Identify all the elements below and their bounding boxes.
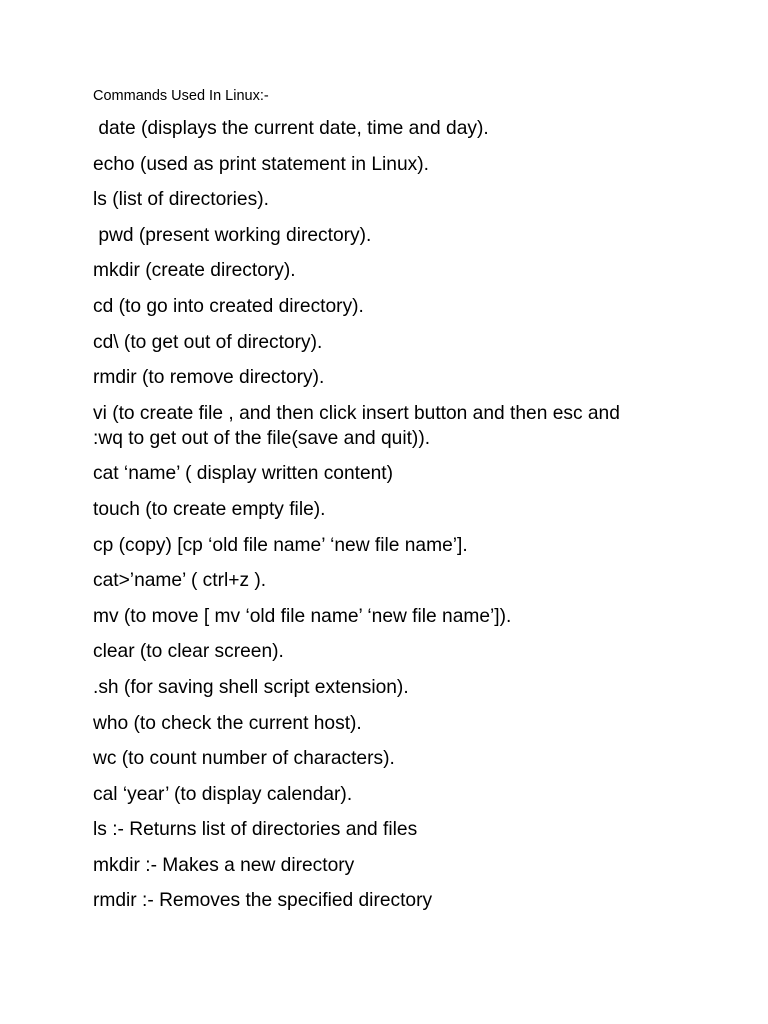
command-line-ls: ls (list of directories).	[93, 189, 269, 211]
command-line-mv: mv (to move [ mv ‘old file name’ ‘new file name’]).	[93, 605, 512, 627]
command-line-cat-write: cat>’name’ ( ctrl+z ).	[93, 570, 267, 592]
command-line-date: date (displays the current date, time and day).	[93, 118, 489, 139]
command-list	[93, 116, 713, 924]
command-line-cd: cd (to go into created directory).	[93, 295, 364, 317]
command-line-mkdir: mkdir (create directory).	[93, 260, 296, 282]
command-line-touch: touch (to create empty file).	[93, 498, 326, 520]
command-line-echo: echo (used as print statement in Linux).	[93, 153, 429, 175]
command-line-ls-summary: ls :- Returns list of directories and files	[93, 819, 418, 841]
command-line-mkdir-summary: mkdir :- Makes a new directory	[93, 854, 355, 876]
command-line-pwd: pwd (present working directory).	[93, 224, 372, 246]
command-line-cp: cp (copy) [cp ‘old file name’ ‘new file name’].	[93, 534, 468, 556]
command-line-cal: cal ‘year’ (to display calendar).	[93, 783, 353, 805]
command-line-rmdir: rmdir (to remove directory).	[93, 367, 325, 389]
command-line-vi: vi (to create file , and then click insert button and then esc and :wq to get out of the file(save and quit)).	[93, 402, 620, 449]
command-line-wc: wc (to count number of characters).	[93, 748, 395, 770]
command-line-rmdir-summary: rmdir :- Removes the specified directory	[93, 890, 433, 912]
command-line-who: who (to check the current host).	[93, 712, 362, 734]
command-line-cd-back: cd\ (to get out of directory).	[93, 331, 323, 353]
command-line-cat: cat ‘name’ ( display written content)	[93, 463, 394, 485]
document-heading: Commands Used In Linux:-	[93, 88, 269, 104]
command-line-sh: .sh (for saving shell script extension).	[93, 676, 409, 698]
command-line-clear: clear (to clear screen).	[93, 641, 284, 663]
